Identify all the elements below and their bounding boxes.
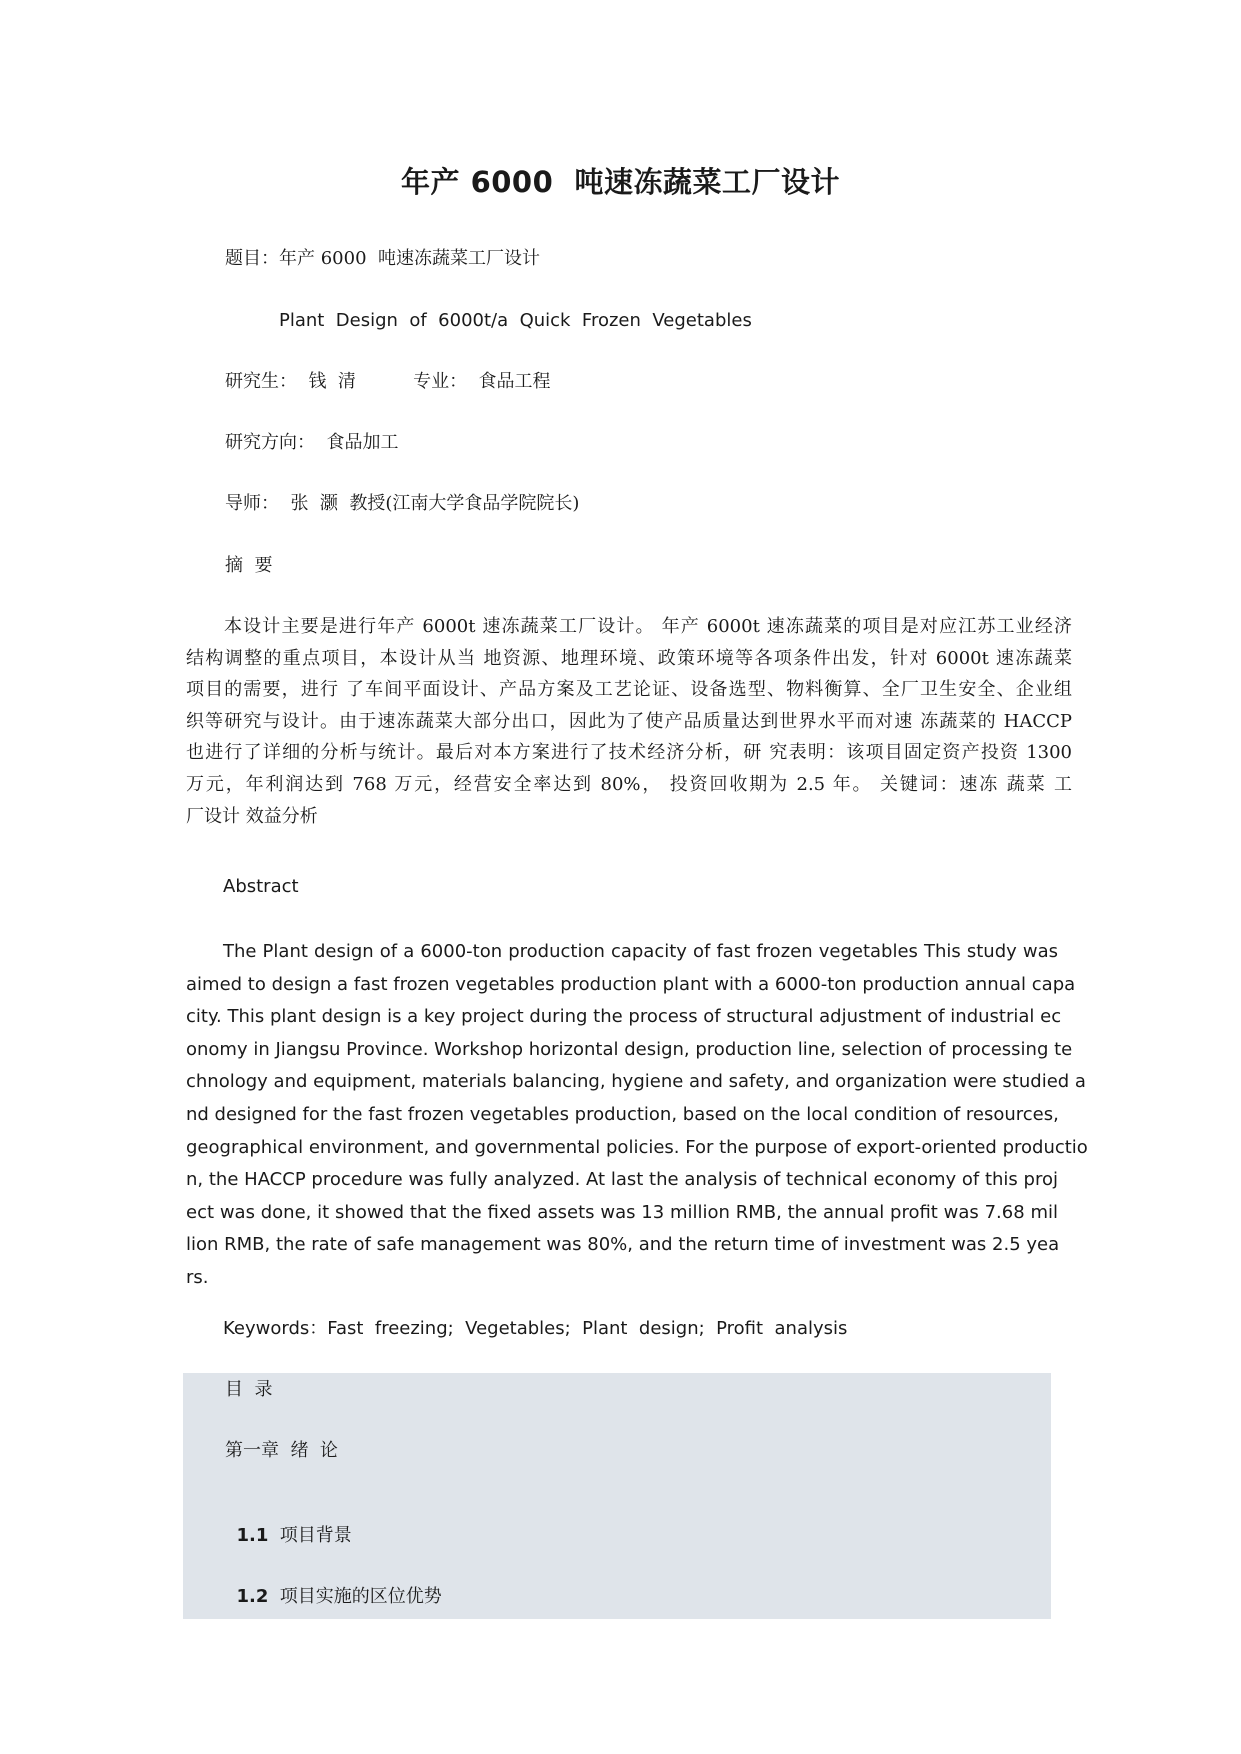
abstract-en-line: aimed to design a fast frozen vegetables production plant with a 6000-ton production annual capa (186, 973, 1076, 995)
abstract-en-line: The Plant design of a 6000-ton production capacity of fast frozen vegetables This study was (223, 941, 1058, 962)
abstract-zh-line: 厂设计 效益分析 (186, 805, 318, 827)
keywords-line: Keywords：Fast freezing; Vegetables; Plant design; Profit analysis (223, 1318, 848, 1339)
abstract-en-line: nd designed for the fast frozen vegetables production, based on the local condition of resources, (186, 1103, 1059, 1125)
toc-heading: 目 录 (225, 1379, 273, 1400)
abstract-en-line: chnology and equipment, materials balancing, hygiene and safety, and organization were studied a (186, 1071, 1086, 1093)
advisor-line: 导师： 张 灏 教授(江南大学食品学院院长) (225, 493, 580, 514)
abstract-zh-line: 万元，年利润达到 768 万元，经营安全率达到 80%， 投资回收期为 2.5 年。 关键词：速冻 蔬菜 工 (186, 773, 1072, 795)
toc-item[interactable] (225, 1500, 352, 1548)
toc-item-number: 1.1 (236, 1525, 269, 1546)
student-major-line: 研究生： 钱 清 专业： 食品工程 (225, 371, 551, 392)
abstract-en-line: ect was done, it showed that the fixed assets was 13 million RMB, the annual profit was 7.68 mil (186, 1201, 1058, 1223)
abstract-en-paragraph (186, 936, 1088, 1295)
toc-item-label: 项目实施的区位优势 (268, 1586, 442, 1607)
document-title: 年产 6000 吨速冻蔬菜工厂设计 (400, 165, 840, 199)
abstract-en-line: n, the HACCP procedure was fully analyzed. At last the analysis of technical economy of this proj (186, 1169, 1058, 1191)
abstract-zh-heading: 摘 要 (225, 555, 273, 576)
abstract-en-line: rs. (186, 1266, 209, 1288)
abstract-zh-line: 结构调整的重点项目，本设计从当 地资源、地理环境、政策环境等各项条件出发，针对 6000t 速冻蔬菜 (186, 647, 1072, 669)
english-title-line: Plant Design of 6000t/a Quick Frozen Vegetables (279, 310, 752, 331)
toc-item-number: 1.2 (236, 1586, 269, 1607)
toc-item[interactable] (225, 1561, 442, 1609)
abstract-zh-paragraph (186, 611, 1072, 832)
abstract-zh-line: 本设计主要是进行年产 6000t 速冻蔬菜工厂设计。 年产 6000t 速冻蔬菜的项目是对应江苏工业经济 (224, 616, 1072, 637)
topic-line: 题目：年产 6000 吨速冻蔬菜工厂设计 (225, 248, 540, 269)
abstract-en-heading: Abstract (223, 876, 299, 897)
abstract-zh-line: 项目的需要，进行 了车间平面设计、产品方案及工艺论证、设备选型、物料衡算、全厂卫生安全、企业组 (186, 679, 1072, 701)
abstract-en-line: geographical environment, and governmental policies. For the purpose of export-oriented productio (186, 1136, 1088, 1158)
toc-chapter-1: 第一章 绪 论 (225, 1440, 338, 1461)
toc-item-label: 项目背景 (268, 1525, 352, 1546)
abstract-en-line: city. This plant design is a key project during the process of structural adjustment of industrial ec (186, 1006, 1062, 1028)
abstract-en-line: onomy in Jiangsu Province. Workshop horizontal design, production line, selection of processing te (186, 1038, 1073, 1060)
abstract-zh-line: 也进行了详细的分析与统计。最后对本方案进行了技术经济分析，研 究表明：该项目固定资产投资 1300 (186, 742, 1072, 764)
research-direction-line: 研究方向： 食品加工 (225, 432, 399, 453)
abstract-zh-line: 织等研究与设计。由于速冻蔬菜大部分出口，因此为了使产品质量达到世界水平而对速 冻蔬菜的 HACCP (186, 710, 1072, 732)
abstract-en-line: lion RMB, the rate of safe management was 80%, and the return time of investment was 2.5 yea (186, 1234, 1060, 1256)
